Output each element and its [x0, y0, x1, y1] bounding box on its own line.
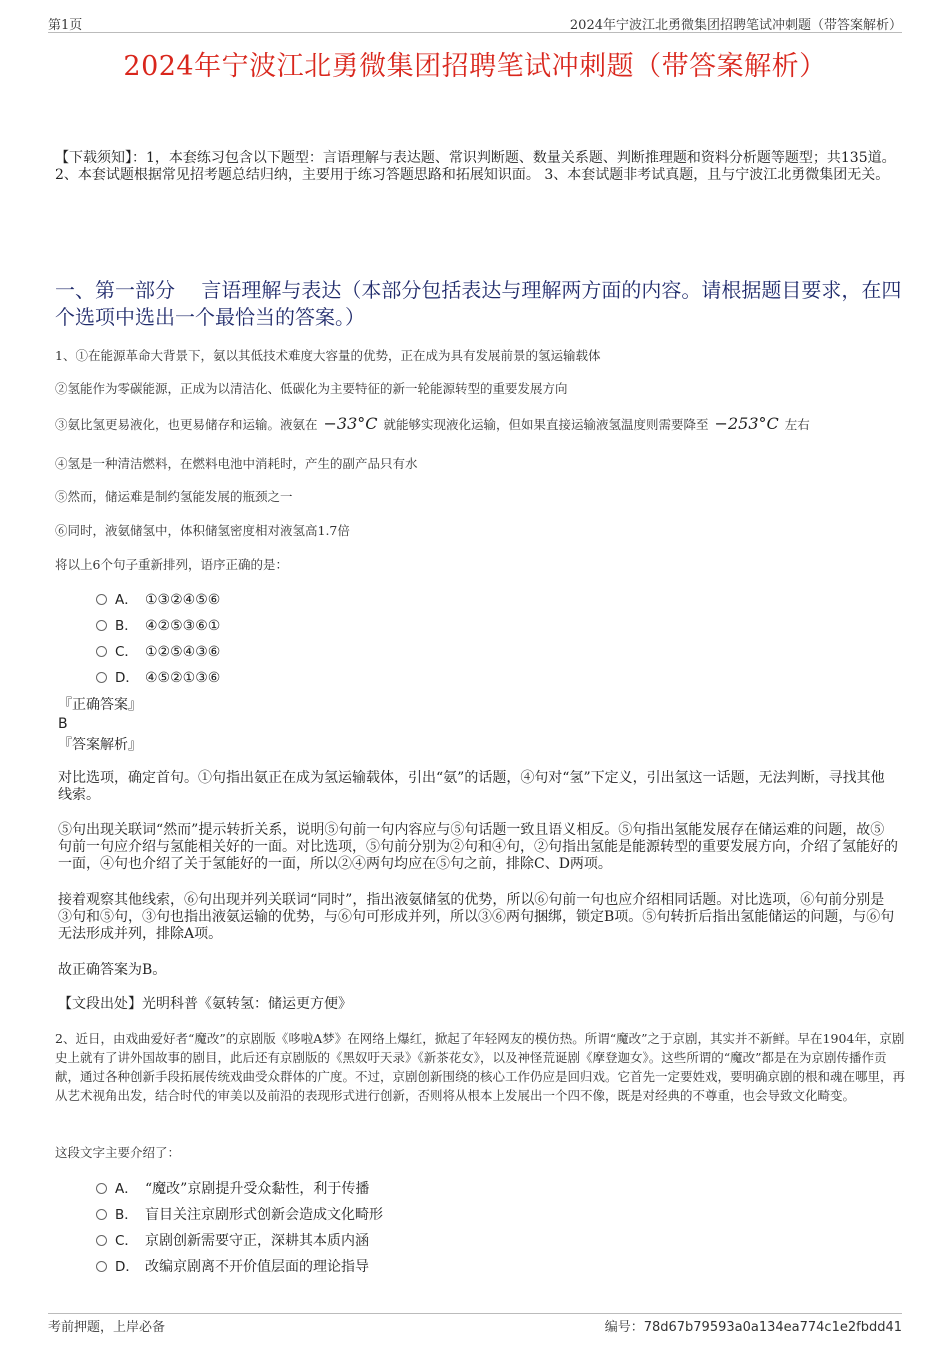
page-header: [48, 12, 902, 33]
radio-icon[interactable]: [96, 594, 107, 605]
radio-icon[interactable]: [96, 1235, 107, 1246]
q1-option-c[interactable]: C． ①②⑤④③⑥: [96, 642, 220, 662]
footer-slogan: 考前押题，上岸必备: [48, 1320, 166, 1335]
radio-icon[interactable]: [96, 1183, 107, 1194]
section-heading: 一、第一部分 言语理解与表达（本部分包括表达与理解两方面的内容。请根据题目要求，在四个选项中选出一个最恰当的答案。）: [55, 278, 902, 329]
analysis-paragraph-2: ⑤句出现关联词“然而”提示转折关系，说明⑤句前一句内容应与⑤句话题一致且语义相反。⑤句指出氢能发展存在储运难的问题，故⑤句前一句应介绍与氢能相关好的一面。对比选项，⑤句前分别为②句和④句，②句指出氢能是能源转型的重要发展方向，介绍了氢能好的一面，④句也介绍了关于氢能好的一面，所以②④两句均应在⑤句之前，排除C、D两项。: [58, 822, 898, 872]
q2-prompt: 这段文字主要介绍了：: [55, 1145, 181, 1160]
q1-sentence-1: 1、①在能源革命大背景下，氨以其低技术难度大容量的优势，正在成为具有发展前景的氢运输载体: [55, 348, 601, 363]
analysis-paragraph-3: 接着观察其他线索，⑥句出现并列关联词“同时”，指出液氨储氢的优势，所以⑥句前一句也应介绍相同话题。对比选项，⑥句前分别是③句和⑤句，③句也指出液氨运输的优势，与⑥句可形成并列，所以③⑥两句捆绑，锁定B项。⑤句转折后指出氢能储运的问题，与⑥句无法形成并列，排除A项。: [58, 892, 895, 942]
q2-option-b[interactable]: B． 盲目关注京剧形式创新会造成文化畸形: [96, 1205, 383, 1225]
q2-option-a[interactable]: A． “魔改”京剧提升受众黏性，利于传播: [96, 1179, 369, 1199]
radio-icon[interactable]: [96, 1209, 107, 1220]
q1-option-a[interactable]: A． ①③②④⑤⑥: [96, 590, 220, 610]
download-notice: 【下载须知】：1，本套练习包含以下题型：言语理解与表达题、常识判断题、数量关系题、判断推理题和资料分析题等题型；共135道。 2、本套试题根据常见招考题总结归纳，主要用于练习答题思路和拓展知识面。 3、本套试题非考试真题，且与宁波江北勇微集团无关。: [55, 150, 896, 183]
radio-icon[interactable]: [96, 620, 107, 631]
header-doc-title: 2024年宁波江北勇微集团招聘笔试冲刺题（带答案解析）: [569, 18, 902, 33]
q1-sentence-3-part-c: 左右: [784, 417, 810, 432]
q2-passage: 2、近日，由戏曲爱好者“魔改”的京剧版《哆啦A梦》在网络上爆红，掀起了年轻网友的模仿热。所谓“魔改”之于京剧，其实并不新鲜。早在1904年，京剧史上就有了讲外国故事的剧目，此后还有京剧版的《黑奴吁天录》《新茶花女》，以及神怪荒诞剧《摩登迦女》。这些所谓的“魔改”都是在为京剧传播作贡献，通过各种创新手段拓展传统戏曲受众群体的广度。不过，京剧创新围绕的核心工作仍应是回归戏。它首先一定要姓戏，要明确京剧的根和魂在哪里，再从艺术视角出发，结合时代的审美以及前沿的表现形式进行创新，否则将从根本上发展出一个四不像，既是对经典的不尊重，也会导致文化畸变。: [55, 1031, 906, 1103]
q2-option-d[interactable]: D． 改编京剧离不开价值层面的理论指导: [96, 1257, 369, 1277]
q1-option-d[interactable]: D． ④⑤②①③⑥: [96, 668, 220, 688]
analysis-paragraph-4: 故正确答案为B。: [58, 962, 167, 978]
q1-option-b[interactable]: B． ④②⑤③⑥①: [96, 616, 220, 636]
document-title: 2024年宁波江北勇微集团招聘笔试冲刺题（带答案解析）: [123, 51, 827, 82]
q1-prompt: 将以上6个句子重新排列，语序正确的是：: [55, 557, 288, 572]
temperature-math-1: −33°C: [323, 414, 378, 433]
footer-serial: 编号：78d67b79593a0a134ea774c1e2fbdd41: [604, 1320, 902, 1335]
radio-icon[interactable]: [96, 672, 107, 683]
analysis-paragraph-1: 对比选项，确定首句。①句指出氨正在成为氢运输载体，引出“氨”的话题，④句对“氢”下定义，引出氢这一话题，无法判断，寻找其他线索。: [58, 770, 885, 803]
q1-sentence-6: ⑥同时，液氨储氢中，体积储氢密度相对液氢高1.7倍: [55, 523, 350, 538]
answer-label: 『正确答案』: [58, 697, 142, 713]
radio-icon[interactable]: [96, 646, 107, 657]
radio-icon[interactable]: [96, 1261, 107, 1272]
q1-sentence-5: ⑤然而，储运难是制约氢能发展的瓶颈之一: [55, 489, 293, 504]
q2-option-c[interactable]: C． 京剧创新需要守正，深耕其本质内涵: [96, 1231, 369, 1251]
page-footer: [48, 1313, 902, 1335]
source-citation: 【文段出处】光明科普《氨转氢：储运更方便》: [58, 996, 352, 1012]
q1-sentence-2: ②氢能作为零碳能源，正成为以清洁化、低碳化为主要特征的新一轮能源转型的重要发展方向: [55, 381, 568, 396]
temperature-math-2: −253°C: [714, 414, 779, 433]
q1-sentence-3-part-a: ③氨比氢更易液化，也更易储存和运输。液氨在: [55, 417, 318, 432]
q1-sentence-3: [55, 414, 905, 435]
answer-value: B: [58, 716, 68, 732]
q1-sentence-3-part-b: 就能够实现液化运输，但如果直接运输液氢温度则需要降至: [383, 417, 709, 432]
q1-sentence-4: ④氢是一种清洁燃料，在燃料电池中消耗时，产生的副产品只有水: [55, 456, 418, 471]
page-number: 第1页: [48, 18, 83, 33]
analysis-label: 『答案解析』: [58, 737, 142, 753]
